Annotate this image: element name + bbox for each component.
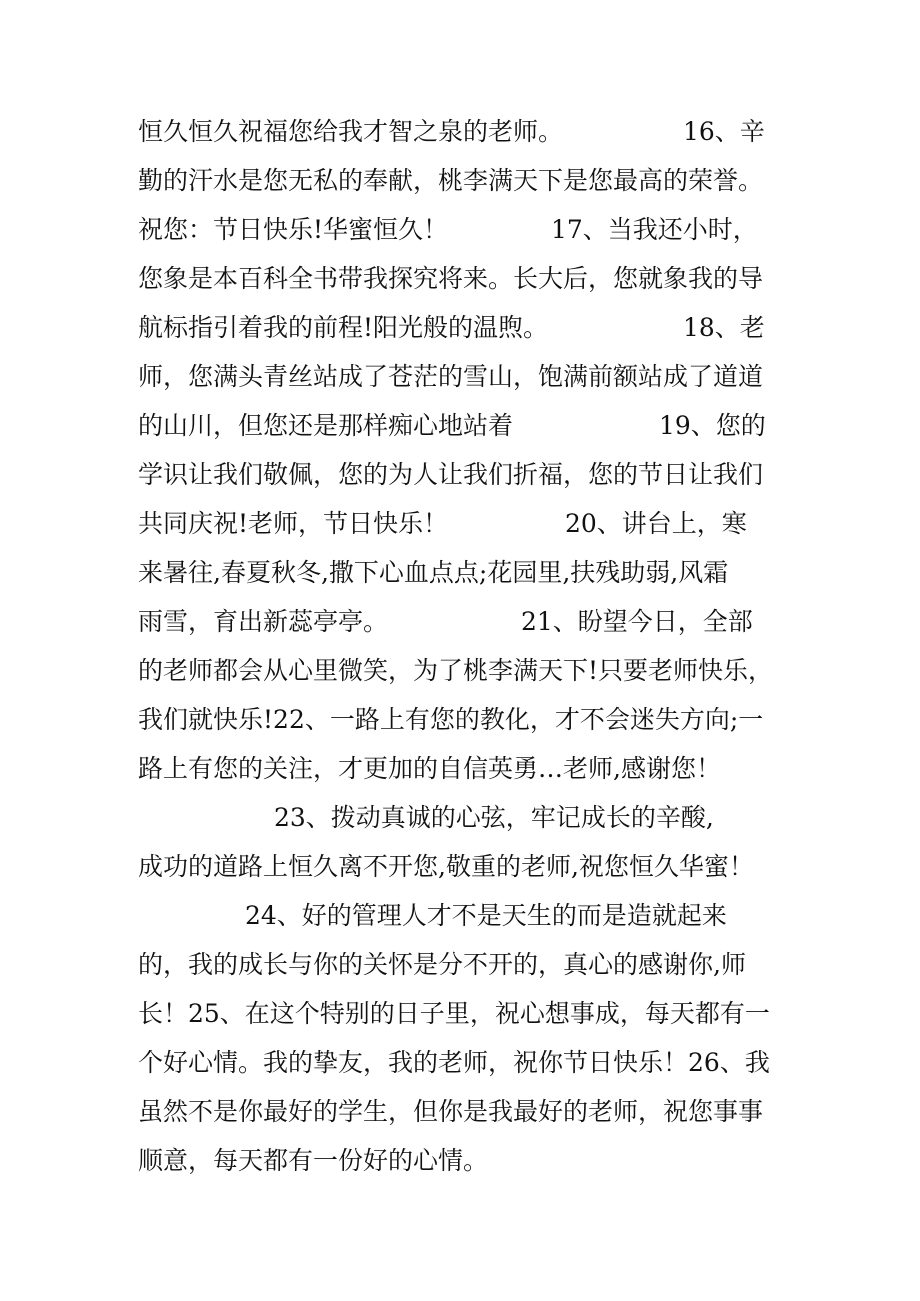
text-line (0, 499, 920, 548)
text-line (0, 842, 920, 891)
line-text: 共同庆祝!老师，节日快乐！ (138, 509, 449, 538)
text-line (0, 646, 920, 695)
text-line (0, 450, 920, 499)
line-text: 24、好的管理人才不是天生的而是造就起来 (245, 901, 727, 930)
text-line (0, 352, 920, 401)
text-line (0, 303, 920, 352)
text-line (0, 1136, 920, 1185)
line-text: 学识让我们敬佩，您的为人让我们折福，您的节日让我们 (138, 460, 764, 489)
text-line (0, 156, 920, 205)
line-text: 虽然不是你最好的学生，但你是我最好的老师，祝您事事 (138, 1097, 764, 1126)
line-text: 的山川，但您还是那样痴心地站着 (138, 411, 514, 440)
line-text: 我们就快乐!22、一路上有您的教化，才不会迷失方向;一 (138, 705, 764, 734)
line-text: 成功的道路上恒久离不开您,敬重的老师,祝您恒久华蜜！ (138, 852, 754, 881)
line-text: 的老师都会从心里微笑，为了桃李满天下!只要老师快乐， (138, 656, 774, 685)
text-line (0, 989, 920, 1038)
line-text: 师，您满头青丝站成了苍茫的雪山，饱满前额站成了道道 (138, 362, 764, 391)
line-text-continuation: 20、讲台上，寒 (565, 509, 747, 538)
line-text-continuation: 16、辛 (683, 117, 765, 146)
text-line (0, 401, 920, 450)
line-text: 23、拨动真诚的心弦，牢记成长的辛酸, (274, 803, 714, 832)
line-text: 您象是本百科全书带我探究将来。长大后，您就象我的导 (138, 264, 764, 293)
line-text: 顺意，每天都有一份好的心情。 (138, 1146, 489, 1175)
line-text: 长！25、在这个特别的日子里，祝心想事成，每天都有一 (138, 999, 770, 1028)
line-text: 恒久恒久祝福您给我才智之泉的老师。 (138, 117, 564, 146)
line-text: 勤的汗水是您无私的奉献，桃李满天下是您最高的荣誉。 (138, 166, 764, 195)
line-text-continuation: 18、老 (683, 313, 765, 342)
text-line (0, 940, 920, 989)
line-text-continuation: 17、当我还小时， (551, 215, 758, 244)
line-text: 祝您：节日快乐!华蜜恒久！ (138, 215, 449, 244)
line-text-continuation: 21、盼望今日，全部 (521, 607, 753, 636)
text-line (0, 891, 920, 940)
text-line (0, 107, 920, 156)
text-line (0, 597, 920, 646)
line-text: 个好心情。我的挚友，我的老师，祝你节日快乐！26、我 (138, 1048, 770, 1077)
text-line (0, 254, 920, 303)
text-line (0, 548, 920, 597)
line-text-continuation: 19、您的 (659, 411, 766, 440)
line-text: 路上有您的关注，才更加的自信英勇…老师,感谢您！ (138, 754, 721, 783)
text-line (0, 695, 920, 744)
text-line (0, 1087, 920, 1136)
line-text: 雨雪，育出新蕊亭亭。 (138, 607, 389, 636)
text-line (0, 1038, 920, 1087)
text-line (0, 205, 920, 254)
text-line (0, 744, 920, 793)
line-text: 来暑往,春夏秋冬,撒下心血点点;花园里,扶残助弱,风霜 (138, 558, 729, 587)
line-text: 的，我的成长与你的关怀是分不开的，真心的感谢你,师 (138, 950, 746, 979)
text-line (0, 793, 920, 842)
line-text: 航标指引着我的前程!阳光般的温煦。 (138, 313, 549, 342)
document-body (0, 107, 920, 1185)
